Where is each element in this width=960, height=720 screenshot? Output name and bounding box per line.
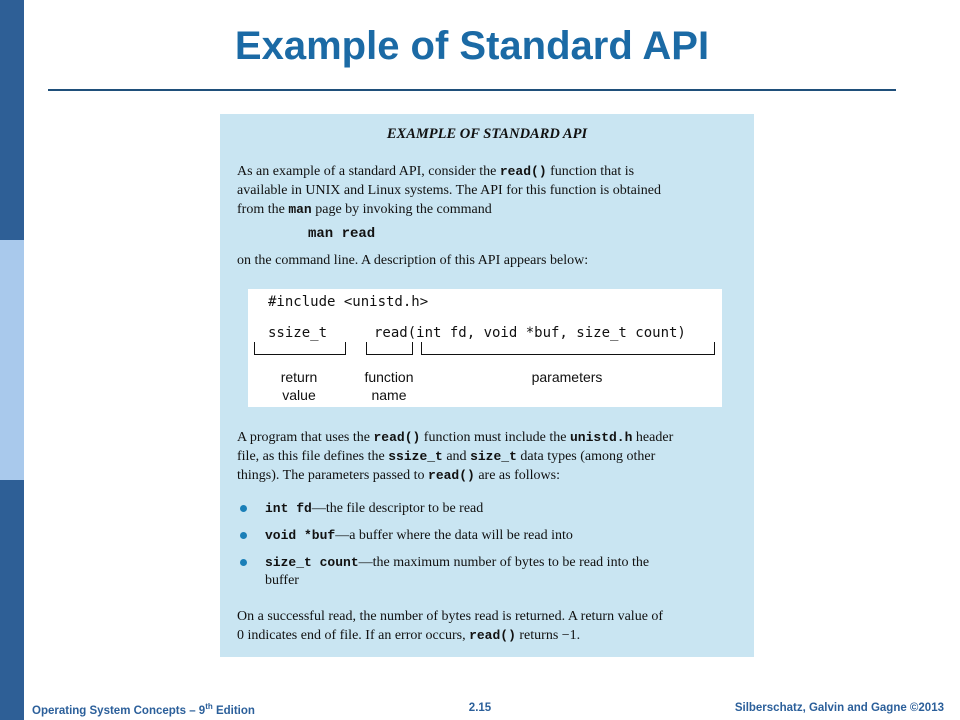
footer-page-number: 2.15	[468, 702, 492, 714]
code-man: man	[288, 202, 312, 217]
para2-line-3: things). The parameters passed to read() are as follows:	[237, 468, 560, 483]
title-divider	[48, 89, 896, 91]
slide-title: Example of Standard API	[234, 24, 710, 68]
code-read: read()	[499, 164, 547, 179]
list-item: int fd—the file descriptor to be read	[237, 500, 737, 518]
header-file-paragraph	[237, 428, 737, 485]
parameters-bracket	[421, 342, 715, 355]
para2-line-2: file, as this file defines the ssize_t and size_t data types (among other	[237, 449, 656, 464]
intro-line-3: from the man page by invoking the command	[237, 202, 492, 217]
bullet-dot-icon	[240, 505, 247, 512]
parameters-label: parameters	[531, 369, 603, 385]
return-type: ssize_t	[268, 325, 328, 341]
intro-line-1: As an example of a standard API, consider the read() function that is	[237, 164, 635, 179]
intro-paragraph	[237, 162, 737, 219]
function-signature: read(int fd, void *buf, size_t count)	[374, 325, 686, 341]
function-name-label: function name	[364, 369, 414, 403]
return-value-paragraph	[237, 607, 737, 645]
list-item: size_t count—the maximum number of bytes to be read into the buffer	[237, 554, 737, 590]
footer-course-title: Operating System Concepts – 9th Edition	[32, 702, 255, 717]
footer-copyright: Silberschatz, Galvin and Gagne ©2013	[734, 702, 944, 714]
para3-line-1: On a successful read, the number of bytes read is returned. A return value of	[237, 609, 664, 624]
after-command-text: on the command line. A description of this API appears below:	[237, 253, 589, 268]
code-diagram	[248, 289, 722, 407]
parameter-list	[237, 500, 737, 590]
intro-line-2: available in UNIX and Linux systems. The API for this function is obtained	[237, 183, 661, 198]
bullet-dot-icon	[240, 532, 247, 539]
return-value-bracket	[254, 342, 346, 355]
para2-line-1: A program that uses the read() function must include the unistd.h header	[237, 430, 674, 445]
command-example: man read	[308, 226, 376, 242]
function-name-bracket	[366, 342, 413, 355]
box-heading: EXAMPLE OF STANDARD API	[386, 126, 588, 142]
api-example-box	[220, 114, 754, 657]
sidebar-segment-middle	[0, 240, 24, 480]
sidebar-bar	[0, 0, 24, 720]
bullet-dot-icon	[240, 559, 247, 566]
list-item: void *buf—a buffer where the data will be read into	[237, 527, 737, 545]
para3-line-2: 0 indicates end of file. If an error occurs, read() returns −1.	[237, 628, 581, 643]
sidebar-segment-top	[0, 0, 24, 240]
return-value-label: return value	[280, 369, 318, 403]
include-line: #include <unistd.h>	[268, 294, 429, 310]
sidebar-segment-bottom	[0, 480, 24, 720]
